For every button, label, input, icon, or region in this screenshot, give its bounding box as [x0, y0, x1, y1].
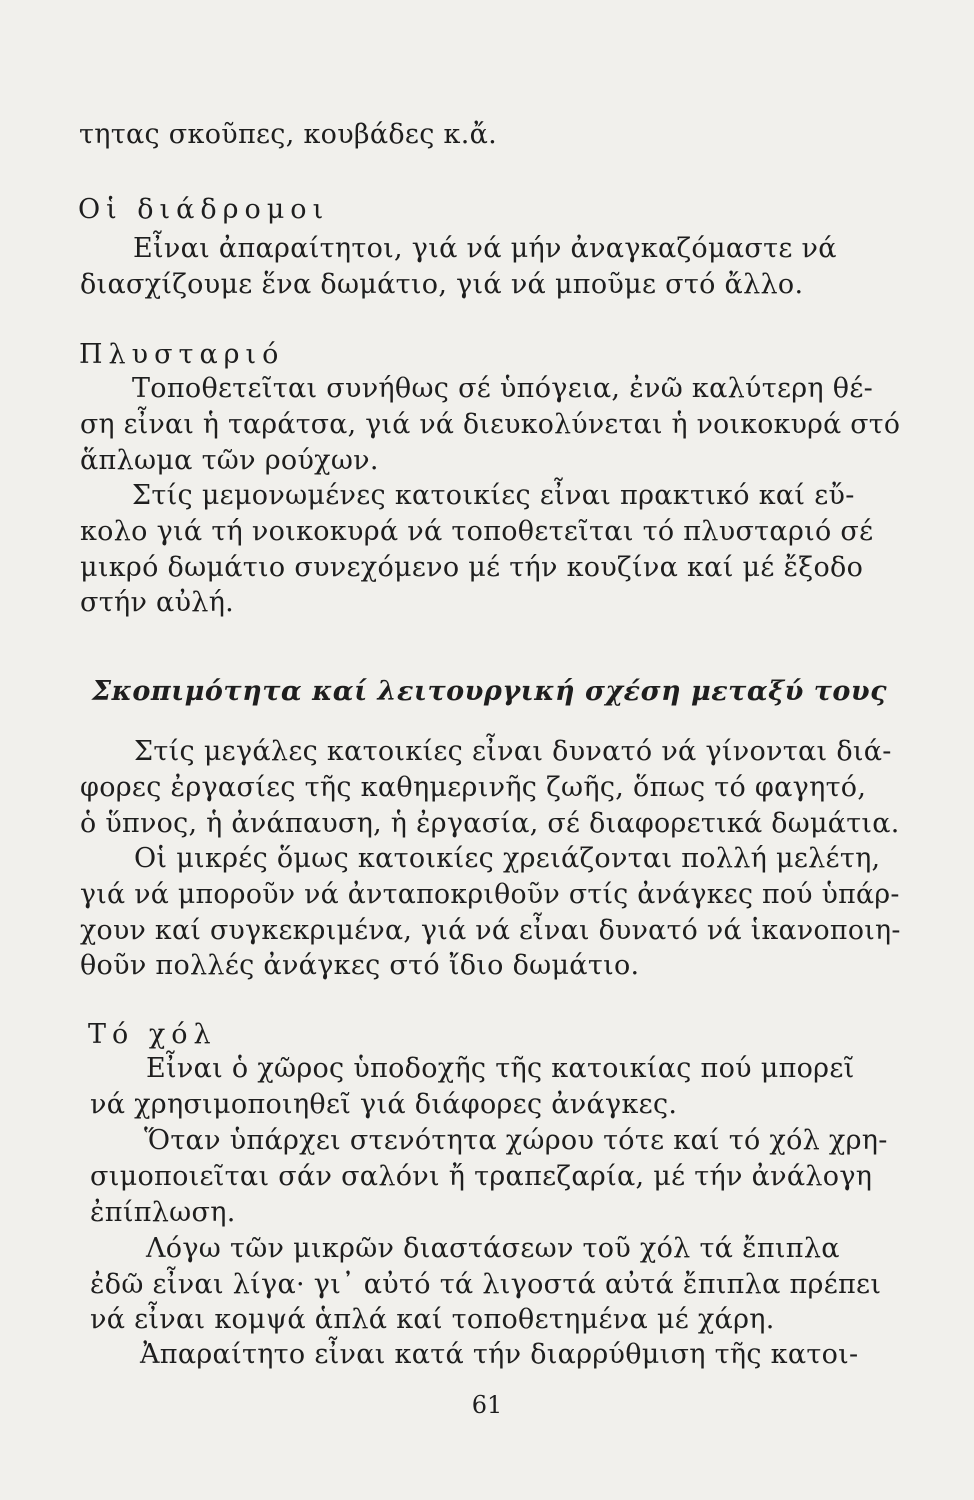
- text-line: Εἶναι ὁ χῶρος ὑποδοχῆς τῆς κατοικίας πού μπορεῖ: [146, 1053, 855, 1084]
- text-line: ὁ ὕπνος, ἡ ἀνάπαυση, ἡ ἐργασία, σέ διαφορετικά δωμάτια.: [80, 808, 900, 839]
- text-line: Στίς μεμονωμένες κατοικίες εἶναι πρακτικό καί εὔ-: [132, 480, 855, 511]
- text-line: κολο γιά τή νοικοκυρά νά τοποθετεῖται τό πλυσταριό σέ: [80, 516, 874, 547]
- text-line: σιμοποιεῖται σάν σαλόνι ἤ τραπεζαρία, μέ τήν ἀνάλογη: [90, 1161, 873, 1192]
- section-heading-corridors: Οἱ διάδρομοι: [78, 194, 330, 225]
- text-line: Εἶναι ἀπαραίτητοι, γιά νά μήν ἀναγκαζόμαστε νά: [133, 233, 837, 264]
- text-line: νά χρησιμοποιηθεῖ γιά διάφορες ἀνάγκες.: [90, 1089, 678, 1120]
- text-line: Στίς μεγάλες κατοικίες εἶναι δυνατό νά γίνονται διά-: [134, 736, 892, 767]
- text-line: θοῦν πολλές ἀνάγκες στό ἴδιο δωμάτιο.: [80, 950, 640, 981]
- text-line: ἐπίπλωση.: [90, 1197, 236, 1228]
- section-heading-laundry: Πλυσταριό: [79, 339, 285, 370]
- text-line: φορες ἐργασίες τῆς καθημερινῆς ζωῆς, ὅπως τό φαγητό,: [80, 772, 867, 803]
- section-heading-hall: Τό χόλ: [88, 1019, 217, 1050]
- text-line: Τοποθετεῖται συνήθως σέ ὑπόγεια, ἐνῶ καλύτερη θέ-: [132, 373, 874, 404]
- text-line: χουν καί συγκεκριμένα, γιά νά εἶναι δυνατό νά ἱκανοποιη-: [80, 915, 901, 946]
- text-line: γιά νά μποροῦν νά ἀνταποκριθοῦν στίς ἀνάγκες πού ὑπάρ-: [80, 879, 900, 910]
- text-line: μικρό δωμάτιο συνεχόμενο μέ τήν κουζίνα καί μέ ἔξοδο: [80, 552, 864, 583]
- text-line: τητας σκοῦπες, κουβάδες κ.ἄ.: [79, 119, 497, 150]
- subheading-purpose: Σκοπιμότητα καί λειτουργική σχέση μεταξύ τους: [92, 676, 888, 707]
- text-line: διασχίζουμε ἕνα δωμάτιο, γιά νά μποῦμε στό ἄλλο.: [80, 269, 804, 300]
- page-number: 61: [471, 1391, 503, 1419]
- text-line: ἐδῶ εἶναι λίγα· γι᾽ αὐτό τά λιγοστά αὐτά ἔπιπλα πρέπει: [90, 1269, 882, 1300]
- text-line: στήν αὐλή.: [80, 587, 235, 618]
- text-line: Οἱ μικρές ὅμως κατοικίες χρειάζονται πολλή μελέτη,: [134, 843, 881, 874]
- text-line: ση εἶναι ἡ ταράτσα, γιά νά διευκολύνεται ἡ νοικοκυρά στό: [80, 409, 901, 440]
- text-line: ἅπλωμα τῶν ρούχων.: [80, 445, 379, 476]
- text-line: Λόγω τῶν μικρῶν διαστάσεων τοῦ χόλ τά ἔπιπλα: [146, 1233, 840, 1264]
- text-line: Ἀπαραίτητο εἶναι κατά τήν διαρρύθμιση τῆς κατοι-: [140, 1339, 859, 1370]
- text-line: νά εἶναι κομψά ἁπλά καί τοποθετημένα μέ χάρη.: [90, 1304, 775, 1335]
- text-line: Ὅταν ὑπάρχει στενότητα χώρου τότε καί τό χόλ χρη-: [144, 1125, 888, 1156]
